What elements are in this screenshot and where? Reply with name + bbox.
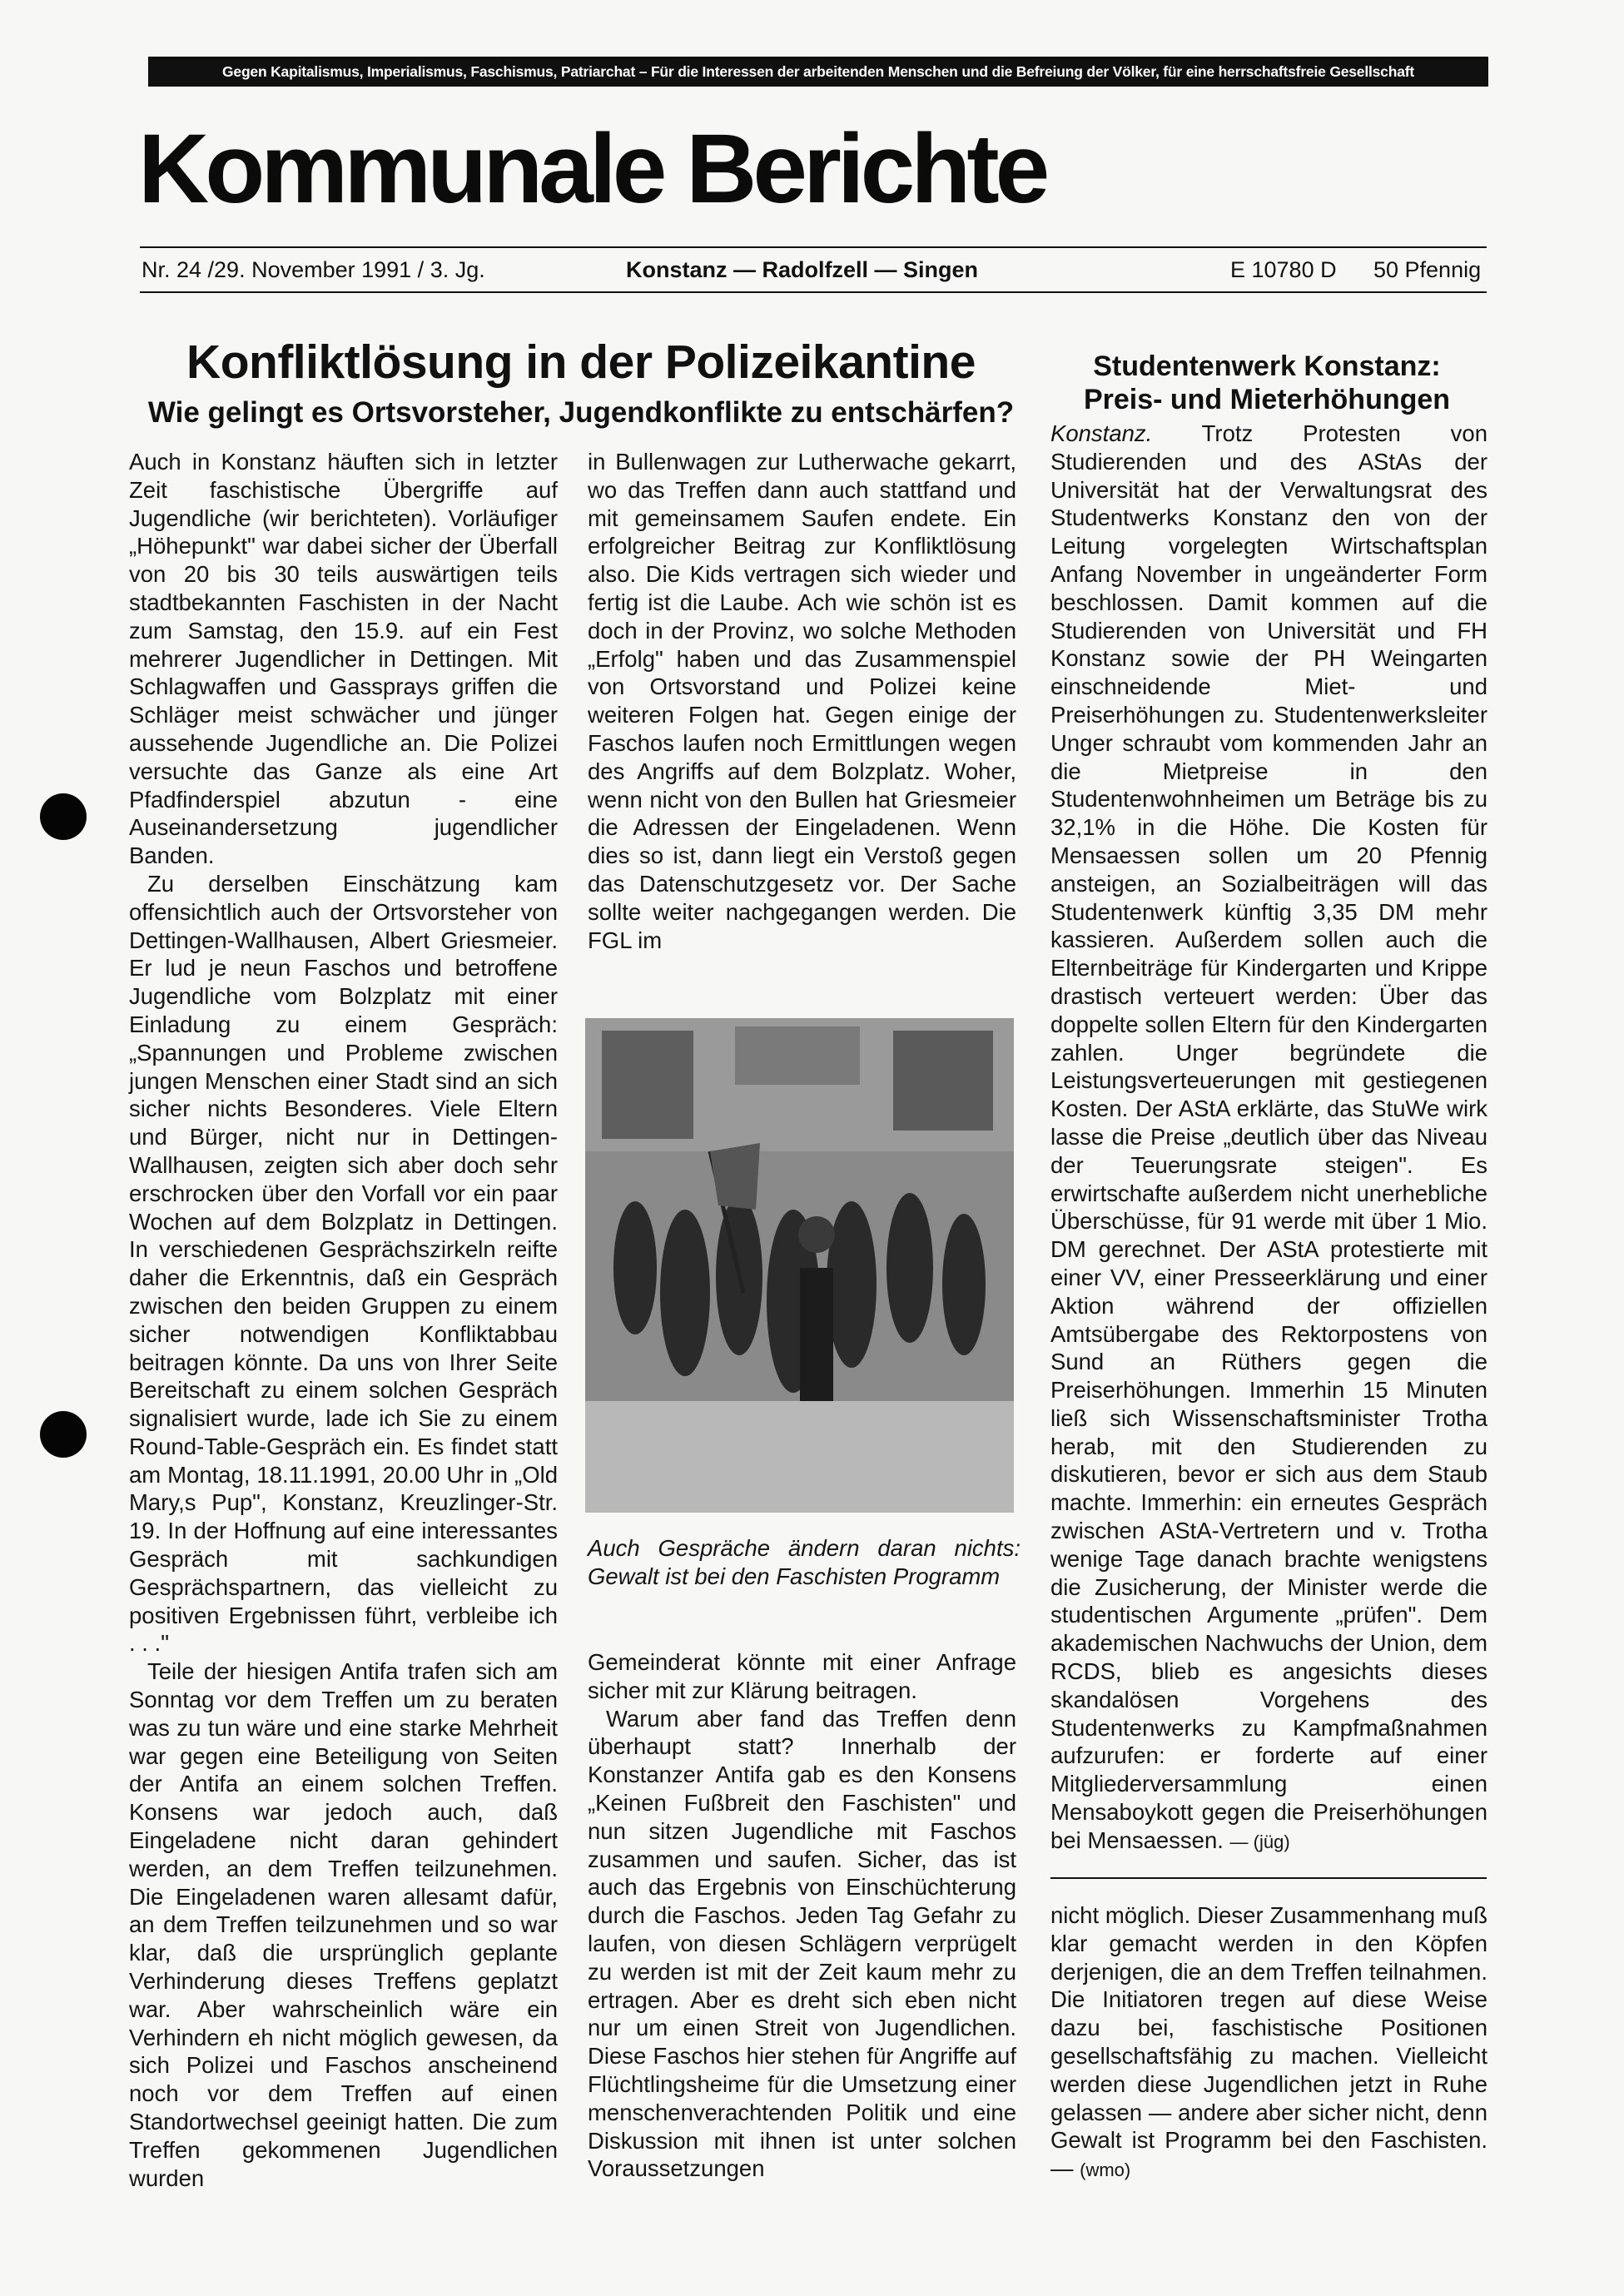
paragraph: Zu derselben Einschätzung kam offensichtlich auch der Ortsvorsteher von Dettingen-Wallhausen, Albert Griesmeier. Er lud je neun Faschos und betroffene Jugendliche vom Bolzplatz mit einer Einladung zu einem Gespräch: „Spannungen und Probleme zwischen jungen Menschen einer Stadt sind an sich sicher nichts Besonderes. Viele Eltern und Bürger, nicht nur in Dettingen-Wallhausen, zeigten sich aber doch sehr erschrocken über den Vorfall vor ein paar Wochen auf dem Bolzplatz in Dettingen. In verschiedenen Gesprächszirkeln reifte daher die Erkenntnis, daß ein Gespräch zwischen den beiden Gruppen zu einem sicher notwendigen Konfliktabbau beitragen könnte. Da uns von Ihrer Seite Bereitschaft zu einem solchen Gespräch signalisiert wurde, lade ich Sie zu einem Round-Table-Gespräch ein. Es findet statt am Montag, 18.11.1991, 20.00 Uhr in „Old Mary,s Pup", Konstanz, Kreuzlinger-Str. 19. In der Hoffnung auf eine interessantes Gespräch mit sachkundigen Gesprächspartnern, das vielleicht zu positiven Ergebnissen führt, verbleibe ich . . ." xyxy=(129,870,558,1657)
paragraph: in Bullenwagen zur Lutherwache gekarrt, wo das Treffen dann auch stattfand und mit gemeinsamem Saufen endete. Ein erfolgreicher Beitrag zur Konfliktlösung also. Die Kids vertragen sich wieder und fertig ist die Laube. Ach wie schön ist es doch in der Provinz, wo solche Methoden „Erfolg" haben und das Zusammenspiel von Ortsvorstand und Polizei keine weiteren Folgen hat. Gegen einige der Faschos laufen noch Ermittlungen wegen des Angriffs auf dem Bolzplatz. Woher, wenn nicht von den Bullen hat Griesmeier die Adressen der Eingeladenen. Wenn dies so ist, dann liegt ein Verstoß gegen das Datenschutzgesetz vor. Der Sache sollte weiter nachgegangen werden. Die FGL im xyxy=(588,449,1016,953)
paragraph: nicht möglich. Dieser Zusammenhang muß klar gemacht werden in den Köpfen derjenigen, die an dem Treffen teilnahmen. Die Initiatoren tregen auf diese Weise dazu bei, faschistische Positionen gesellschaftsfähig zu machen. Vielleicht werden diese Jugendlichen jetzt in Ruhe gelassen — andere aber sicher nicht, denn Gewalt ist Programm bei den Faschisten. — xyxy=(1050,1902,1487,2182)
paragraph: Teile der hiesigen Antifa trafen sich am Sonntag vor dem Treffen um zu beraten was zu tun wäre und eine starke Mehrheit war gegen eine Beteiligung von Seiten der Antifa an einem solchen Treffen. Konsens war jedoch auch, daß Eingeladene nicht daran gehindert werden, an dem Treffen teilzunehmen. Die Eingeladenen waren allesamt dafür, an dem Treffen teilzunehmen und so war klar, daß die ursprünglich geplante Verhinderung dieses Treffens geplatzt war. Aber wahrscheinlich wäre ein Verhindern eh nicht möglich gewesen, da sich Polizei und Faschos anscheinend noch vor dem Treffen auf einen Standortwechsel geeinigt hatten. Die zum Treffen gekommenen Jugendlichen wurden xyxy=(129,1658,558,2191)
author-signature: (wmo) xyxy=(1080,2159,1131,2181)
punch-hole-top xyxy=(40,793,87,840)
header-rule-top xyxy=(140,246,1487,248)
side-article-text: Trotz Protesten von Studierenden und des AStAs der Universität hat der Verwaltungsrat des Studentwerks Konstanz den von der Leitung vorgelegten Wirtschaftsplan Anfang November in ungeänderter Form beschlossen. Damit kommen auf die Studierenden von Universität und FH Konstanz sowie der PH Weingarten einschneidende Miet- und Preiserhöhungen zu. Studentenwerksleiter Unger schraubt vom kommenden Jahr an die Mietpreise in den Studentenwohnheimen um Beträge bis zu 32,1% in die Höhe. Die Kosten für Mensaessen sollen um 20 Pfennig ansteigen, an Sozialbeiträgen will das Studentenwerk künftig 3,35 DM mehr kassieren. Außerdem sollen auch die Elternbeiträge für Kindergarten und Krippe drastisch verteuert werden: Über das doppelte sollen Eltern für den Kindergarten zahlen. Unger begründete die Leistungsverteuerungen mit gestiegenen Kosten. Der AStA erklärte, das StuWe wirk lasse die Preise „deutlich über das Niveau der Teuerungsrate steigen". Es erwirtschafte außerdem nicht unerhebliche Überschüsse, für 91 werde mit über 1 Mio. DM gerechnet. Der AStA protestierte mit einer VV, einer Presseerklärung und einer Aktion während der offiziellen Amtsübergabe des Rektorpostens von Sund an Rüthers gegen die Preiserhöhungen. Immerhin 15 Minuten ließ sich Wissenschaftsminister Trotha herab, mit den Studierenden zu diskutieren, bevor er sich aus dem Staub machte. Immerhin: ein erneutes Gespräch zwischen AStA-Vertretern und v. Trotha wenige Tage danach brachte wenigstens die Zusicherung, der Minister werde die studentischen Argumente „prüfen". Dem akademischen Nachwuchs der Union, dem RCDS, blieb es angesichts dieses skandalösen Vorgehens des Studentenwerks zu Kampfmaßnahmen aufzurufen: er forderte auf einer Mitgliederversammlung einen Mensaboykott gegen die Preiserhöhungen bei Mensaessen. xyxy=(1050,420,1487,1853)
main-article-column-2-top xyxy=(588,448,1016,954)
main-article-column-1 xyxy=(129,448,558,2192)
side-article-body xyxy=(1050,420,1487,1856)
photo-rally-image xyxy=(585,1018,1014,1513)
main-article-column-2-bottom xyxy=(588,1648,1016,2183)
issn-code: E 10780 D xyxy=(1230,257,1337,282)
region-info: Konstanz — Radolfzell — Singen xyxy=(626,257,979,282)
article-photo xyxy=(585,1018,1014,1513)
paragraph: Warum aber fand das Treffen denn überhaupt statt? Innerhalb der Konstanzer Antifa gab es den Konsens „Keinen Fußbreit den Faschisten" und nun sitzen Jugendliche mit Faschos zusammen und saufen. Sicher, das ist auch das Ergebnis von Einschüchterung durch die Faschos. Jeden Tag Gefahr zu laufen, von diesen Schlägern verprügelt zu werden ist mit der Zeit kaum mehr zu ertragen. Aber es dreht sich eben nicht nur um einen Streit von Jugendlichen. Diese Faschos hier stehen für Angriffe auf Flüchtlingsheime für die Umsetzung einer menschenverachtenden Politik und eine Diskussion mit ihnen ist unter solchen Voraussetzungen xyxy=(588,1705,1016,2182)
newspaper-title: Kommunale Berichte xyxy=(138,114,1046,224)
price: 50 Pfennig xyxy=(1373,257,1482,282)
punch-hole-bottom xyxy=(40,1411,87,1458)
main-headline: Konfliktlösung in der Polizeikantine xyxy=(186,335,976,389)
main-article-column-3-bottom xyxy=(1050,1901,1487,2184)
side-headline: Studentenwerk Konstanz: Preis- und Mieterhöhungen xyxy=(1083,350,1451,415)
column-separator xyxy=(1050,1877,1487,1879)
author-signature: — (jüg) xyxy=(1229,1831,1290,1852)
dateline: Konstanz. xyxy=(1050,420,1153,446)
header-rule-bottom xyxy=(140,291,1487,293)
issue-info: Nr. 24 /29. November 1991 / 3. Jg. xyxy=(142,257,485,282)
paragraph: Gemeinderat könnte mit einer Anfrage sicher mit zur Klärung beitragen. xyxy=(588,1649,1016,1703)
slogan-bar: Gegen Kapitalismus, Imperialismus, Faschismus, Patriarchat – Für die Interessen der arbeitenden Menschen und die Befreiung der Völker, für eine herrschaftsfreie Gesellschaft xyxy=(148,57,1488,87)
paragraph: Auch in Konstanz häuften sich in letzter Zeit faschistische Übergriffe auf Jugendliche (wir berichteten). Vorläufiger „Höhepunkt" war dabei sicher der Überfall von 20 bis 30 teils auswärtigen teils stadtbekannten Faschisten in der Nacht zum Samstag, den 15.9. auf ein Fest mehrerer Jugendlicher in Dettingen. Mit Schlagwaffen und Gassprays griffen die Schläger meist schwächer und jünger aussehende Jugendliche an. Die Polizei versuchte das Ganze als eine Art Pfadfinderspiel abzutun - eine Auseinandersetzung jugendlicher Banden. xyxy=(129,449,558,869)
photo-caption: Auch Gespräche ändern daran nichts: Gewalt ist bei den Faschisten Programm xyxy=(588,1535,1021,1589)
main-subheadline: Wie gelingt es Ortsvorsteher, Jugendkonflikte zu entschärfen? xyxy=(147,396,1015,429)
